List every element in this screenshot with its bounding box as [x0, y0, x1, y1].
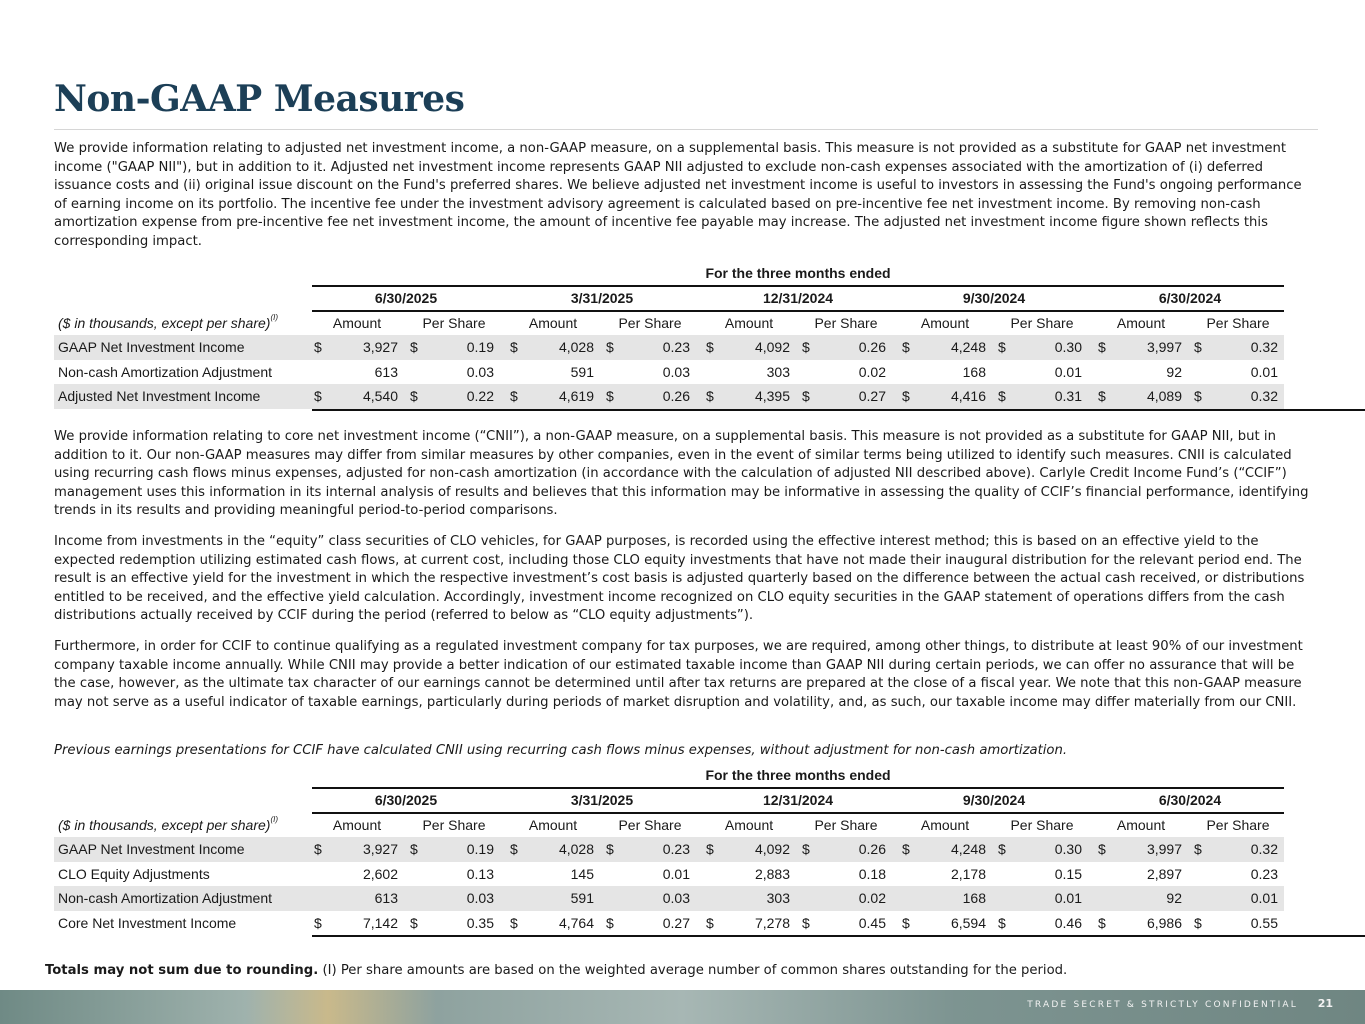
- currency-symbol: $: [410, 841, 418, 857]
- currency-symbol: $: [1194, 339, 1202, 355]
- table-header: [54, 765, 1284, 787]
- currency-symbol: $: [1098, 914, 1106, 931]
- currency-symbol: $: [510, 914, 518, 931]
- per-share-value: 0.03: [662, 363, 690, 380]
- amount-value: 3,997: [1146, 841, 1182, 857]
- currency-symbol: $: [802, 914, 810, 931]
- per-share-column-header: Per Share: [814, 817, 878, 833]
- period-top-rule: [312, 787, 1284, 789]
- previous-presentations-note: Previous earnings presentations for CCIF have calculated CNII using recurring cash flows minus expenses, without adjustment for non-cash amortization.: [54, 743, 1068, 758]
- per-share-value: 0.03: [466, 363, 494, 380]
- amount-column-header: Amount: [920, 315, 970, 331]
- amount-value: 4,395: [754, 388, 790, 404]
- per-share-value: 0.23: [662, 339, 690, 355]
- row-label: Non-cash Amortization Adjustment: [58, 363, 272, 380]
- ric-paragraph: Furthermore, in order for CCIF to continue qualifying as a regulated investment company for tax purposes, we are required, among other things, to distribute at least 90% of our investment company taxable income annually. While CNII may provide a better indication of our estimated taxable income than GAAP NII during certain periods, we can offer no assurance that will be the case, however, as the ultimate tax character of our earnings cannot be determined until after tax returns are prepared at the close of a fiscal year. We note that this non-GAAP measure may not serve as a useful indicator of taxable earnings, particularly during periods of market disruption and volatility, and, as such, our taxable income may differ materially from our CNII.: [54, 639, 1303, 710]
- amount-value: 2,897: [1146, 865, 1182, 882]
- table-row: [54, 911, 1284, 936]
- per-share-value: 0.01: [662, 865, 690, 882]
- amount-column-header: Amount: [1116, 817, 1166, 833]
- period-label: 6/30/2024: [1158, 290, 1222, 306]
- per-share-value: 0.27: [662, 914, 690, 931]
- currency-symbol: $: [902, 841, 910, 857]
- per-share-value: 0.46: [1054, 914, 1082, 931]
- amount-column-header: Amount: [332, 315, 382, 331]
- unit-label: [58, 813, 278, 837]
- unit-footnote-marker: (I): [270, 313, 279, 322]
- per-share-column-header: Per Share: [1010, 315, 1074, 331]
- period-top-rule: [312, 285, 1284, 287]
- row-label: Core Net Investment Income: [58, 914, 237, 931]
- amount-value: 4,092: [754, 841, 790, 857]
- currency-symbol: $: [1098, 841, 1106, 857]
- amount-column-header: Amount: [528, 817, 578, 833]
- table-row: [54, 886, 1284, 911]
- currency-symbol: $: [606, 339, 614, 355]
- per-share-value: 0.01: [1250, 890, 1278, 906]
- amount-value: 4,028: [558, 841, 594, 857]
- amount-value: 4,248: [950, 339, 986, 355]
- per-share-column-header: Per Share: [1010, 817, 1074, 833]
- per-share-value: 0.26: [858, 339, 886, 355]
- period-label: 6/30/2024: [1158, 792, 1222, 808]
- per-share-value: 0.02: [858, 890, 886, 906]
- amount-value: 3,997: [1146, 339, 1182, 355]
- currency-symbol: $: [606, 388, 614, 404]
- row-label: CLO Equity Adjustments: [58, 865, 210, 882]
- currency-symbol: $: [606, 914, 614, 931]
- amount-value: 4,416: [950, 388, 986, 404]
- table-row: [54, 360, 1284, 385]
- currency-symbol: $: [510, 339, 518, 355]
- table-row: [54, 384, 1284, 409]
- amount-value: 591: [570, 363, 594, 380]
- table-bottom-rule: [312, 935, 1365, 937]
- amount-value: 303: [766, 890, 790, 906]
- per-share-value: 0.31: [1054, 388, 1082, 404]
- column-header-row: [54, 813, 1284, 837]
- currency-symbol: $: [802, 339, 810, 355]
- per-share-value: 0.30: [1054, 339, 1082, 355]
- row-label: GAAP Net Investment Income: [58, 841, 245, 857]
- per-share-value: 0.23: [662, 841, 690, 857]
- per-share-value: 0.15: [1054, 865, 1082, 882]
- amount-value: 2,883: [754, 865, 790, 882]
- amount-value: 7,278: [754, 914, 790, 931]
- currency-symbol: $: [606, 841, 614, 857]
- unit-label-text: ($ in thousands, except per share): [58, 817, 271, 833]
- amount-value: 4,764: [558, 914, 594, 931]
- amount-value: 2,178: [950, 865, 986, 882]
- amount-value: 3,927: [362, 339, 398, 355]
- currency-symbol: $: [998, 388, 1006, 404]
- period-label: 6/30/2025: [374, 792, 438, 808]
- per-share-value: 0.01: [1054, 363, 1082, 380]
- currency-symbol: $: [1098, 339, 1106, 355]
- page-number: 21: [1317, 997, 1333, 1010]
- intro-paragraph: We provide information relating to adjusted net investment income, a non-GAAP measure, on a supplemental basis. This measure is not provided as a substitute for GAAP net investment income ("GAAP NII"), but in addition to it. Adjusted net investment income represents GAAP NII adjusted to exclude non-cash expenses associated with the amortization of (i) deferred issuance costs and (ii) original issue discount on the Fund's preferred shares. We believe adjusted net investment income is useful to investors in assessing the Fund's ongoing performance of earning income on its portfolio. The incentive fee under the investment advisory agreement is calculated based on pre-incentive fee net investment income. By removing non-cash amortization expense from pre-incentive fee net investment income, the amount of incentive fee payable may increase. The adjusted net investment income figure shown reflects this corresponding impact.: [54, 141, 1302, 249]
- per-share-value: 0.30: [1054, 841, 1082, 857]
- amount-column-header: Amount: [1116, 315, 1166, 331]
- per-share-column-header: Per Share: [618, 817, 682, 833]
- column-header-row: [54, 311, 1284, 335]
- currency-symbol: $: [706, 914, 714, 931]
- amount-value: 7,142: [362, 914, 398, 931]
- amount-value: 4,540: [362, 388, 398, 404]
- unit-footnote-marker: (I): [270, 815, 279, 824]
- amount-value: 2,602: [362, 865, 398, 882]
- amount-value: 4,619: [558, 388, 594, 404]
- amount-value: 591: [570, 890, 594, 906]
- per-share-column-header: Per Share: [814, 315, 878, 331]
- per-share-value: 0.02: [858, 363, 886, 380]
- unit-label-text: ($ in thousands, except per share): [58, 315, 271, 331]
- currency-symbol: $: [706, 841, 714, 857]
- amount-column-header: Amount: [724, 315, 774, 331]
- currency-symbol: $: [410, 914, 418, 931]
- amount-value: 168: [962, 890, 986, 906]
- table-row: [54, 837, 1284, 862]
- per-share-column-header: Per Share: [618, 315, 682, 331]
- amount-value: 303: [766, 363, 790, 380]
- per-share-value: 0.32: [1250, 388, 1278, 404]
- period-label: 9/30/2024: [962, 290, 1026, 306]
- per-share-value: 0.32: [1250, 339, 1278, 355]
- currency-symbol: $: [314, 388, 322, 404]
- row-label: GAAP Net Investment Income: [58, 339, 245, 355]
- amount-value: 92: [1166, 890, 1182, 906]
- per-share-value: 0.45: [858, 914, 886, 931]
- amount-value: 145: [570, 865, 594, 882]
- table-row: [54, 335, 1284, 360]
- amount-value: 4,248: [950, 841, 986, 857]
- core-nii-table: [54, 765, 1284, 937]
- amount-value: 4,092: [754, 339, 790, 355]
- currency-symbol: $: [706, 388, 714, 404]
- period-label: 12/31/2024: [762, 792, 834, 808]
- period-label: 3/31/2025: [570, 290, 634, 306]
- title-divider: [54, 129, 1318, 130]
- amount-value: 3,927: [362, 841, 398, 857]
- per-share-value: 0.26: [662, 388, 690, 404]
- currency-symbol: $: [1194, 841, 1202, 857]
- amount-value: 6,986: [1146, 914, 1182, 931]
- period-label: 12/31/2024: [762, 290, 834, 306]
- per-share-value: 0.13: [466, 865, 494, 882]
- clo-equity-paragraph: Income from investments in the “equity” class securities of CLO vehicles, for GAAP purposes, is recorded using the effective interest method; this is based on an effective yield to the expected redemption utilizing estimated cash flows, at current cost, including those CLO equity investments that have not made their inaugural distribution for the relevant period end. The result is an effective yield for the investment in which the respective investment’s cost basis is adjusted quarterly based on the difference between the actual cash received, or distributions entitled to be received, and the effective yield calculation. Accordingly, investment income recognized on CLO equity securities in the GAAP statement of operations differs from the cash distributions actually received by CCIF during the period (referred to below as “CLO equity adjustments”).: [54, 534, 1305, 624]
- per-share-column-header: Per Share: [1206, 315, 1270, 331]
- amount-value: 168: [962, 363, 986, 380]
- period-label: 9/30/2024: [962, 792, 1026, 808]
- per-share-value: 0.55: [1250, 914, 1278, 931]
- per-share-value: 0.27: [858, 388, 886, 404]
- currency-symbol: $: [314, 914, 322, 931]
- currency-symbol: $: [998, 339, 1006, 355]
- period-header-row: [54, 787, 1284, 813]
- currency-symbol: $: [706, 339, 714, 355]
- footnote-text: (I) Per share amounts are based on the weighted average number of common shares outstanding for the period.: [318, 963, 1068, 978]
- currency-symbol: $: [802, 841, 810, 857]
- per-share-value: 0.32: [1250, 841, 1278, 857]
- per-share-value: 0.03: [662, 890, 690, 906]
- amount-value: 92: [1166, 363, 1182, 380]
- period-header-row: [54, 285, 1284, 311]
- amount-value: 613: [374, 363, 398, 380]
- period-label: 3/31/2025: [570, 792, 634, 808]
- per-share-value: 0.35: [466, 914, 494, 931]
- period-bottom-rule: [312, 812, 1284, 814]
- page-title: Non-GAAP Measures: [54, 78, 465, 120]
- currency-symbol: $: [998, 914, 1006, 931]
- row-label: Adjusted Net Investment Income: [58, 388, 261, 404]
- amount-column-header: Amount: [920, 817, 970, 833]
- footnote-bold: Totals may not sum due to rounding.: [45, 963, 319, 978]
- per-share-value: 0.19: [466, 841, 494, 857]
- amount-value: 4,089: [1146, 388, 1182, 404]
- amount-column-header: Amount: [528, 315, 578, 331]
- per-share-column-header: Per Share: [1206, 817, 1270, 833]
- per-share-value: 0.26: [858, 841, 886, 857]
- currency-symbol: $: [902, 388, 910, 404]
- currency-symbol: $: [314, 339, 322, 355]
- per-share-value: 0.23: [1250, 865, 1278, 882]
- row-label: Non-cash Amortization Adjustment: [58, 890, 272, 906]
- currency-symbol: $: [510, 388, 518, 404]
- table-bottom-rule: [312, 409, 1365, 411]
- currency-symbol: $: [802, 388, 810, 404]
- amount-column-header: Amount: [332, 817, 382, 833]
- amount-value: 4,028: [558, 339, 594, 355]
- cnii-paragraph: We provide information relating to core net investment income (“CNII”), a non-GAAP measure, on a supplemental basis. This measure is not provided as a substitute for GAAP NII, but in addition to it. Our non-GAAP measures may differ from similar measures by other companies, even in the event of similar terms being utilized to identify such measures. CNII is calculated using recurring cash flows minus expenses, adjusted for non-cash amortization (in accordance with the calculation of adjusted NII described above). Carlyle Credit Income Fund’s (“CCIF”) management uses this information in its internal analysis of results and believes that this information may be informative in assessing the quality of CCIF’s financial performance, identifying trends in its results and providing meaningful period-to-period comparisons.: [54, 429, 1309, 519]
- period-label: 6/30/2025: [374, 290, 438, 306]
- per-share-column-header: Per Share: [422, 817, 486, 833]
- amount-value: 6,594: [950, 914, 986, 931]
- footnote: [45, 963, 1067, 978]
- currency-symbol: $: [410, 339, 418, 355]
- unit-label: [58, 311, 278, 335]
- currency-symbol: $: [1194, 388, 1202, 404]
- table-header: [54, 263, 1284, 285]
- currency-symbol: $: [902, 914, 910, 931]
- footer-bar: [0, 990, 1365, 1024]
- amount-value: 613: [374, 890, 398, 906]
- table-header-text: For the three months ended: [705, 767, 891, 783]
- currency-symbol: $: [902, 339, 910, 355]
- per-share-value: 0.22: [466, 388, 494, 404]
- currency-symbol: $: [1194, 914, 1202, 931]
- amount-column-header: Amount: [724, 817, 774, 833]
- per-share-value: 0.01: [1054, 890, 1082, 906]
- currency-symbol: $: [1098, 388, 1106, 404]
- per-share-value: 0.03: [466, 890, 494, 906]
- per-share-value: 0.18: [858, 865, 886, 882]
- currency-symbol: $: [998, 841, 1006, 857]
- confidential-label: TRADE SECRET & STRICTLY CONFIDENTIAL: [1027, 1000, 1298, 1010]
- currency-symbol: $: [510, 841, 518, 857]
- period-bottom-rule: [312, 310, 1284, 312]
- currency-symbol: $: [314, 841, 322, 857]
- currency-symbol: $: [410, 388, 418, 404]
- per-share-value: 0.01: [1250, 363, 1278, 380]
- table-header-text: For the three months ended: [705, 265, 891, 281]
- per-share-value: 0.19: [466, 339, 494, 355]
- table-row: [54, 862, 1284, 887]
- per-share-column-header: Per Share: [422, 315, 486, 331]
- adjusted-nii-table: [54, 263, 1284, 411]
